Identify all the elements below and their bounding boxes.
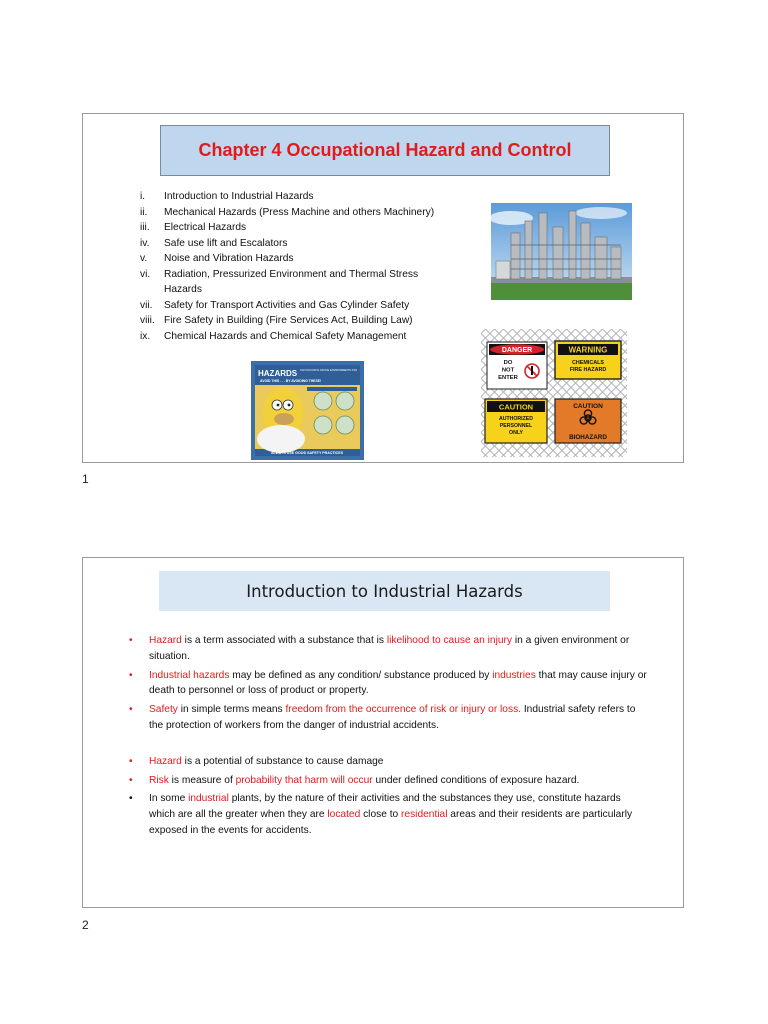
list-item: [127, 668, 647, 700]
hazard-definitions-list: [127, 633, 647, 842]
list-item: [127, 702, 647, 734]
list-item: viii. Fire Safety in Building (Fire Services Act, Building Law): [140, 315, 413, 326]
bullet-icon: •: [129, 774, 133, 786]
warning-sign-heading: WARNING: [568, 345, 608, 355]
bullet-icon: •: [129, 669, 133, 681]
bullet-text: Hazard is a term associated with a substance that is likelihood to cause an injury in a given environment or situation.: [149, 635, 630, 662]
slide-2-title: Introduction to Industrial Hazards: [159, 571, 610, 611]
page-number: 2: [82, 918, 89, 932]
poster-footer: ALWAYS USE GOOD SAFETY PRACTICES: [270, 451, 344, 456]
danger-sign-line: NOT: [501, 367, 515, 374]
hazards-poster-illustration: [251, 361, 364, 460]
list-item: ix. Chemical Hazards and Chemical Safety Management: [140, 330, 407, 342]
caution-sign-line: ONLY: [509, 430, 523, 436]
caution-sign-line: PERSONNEL: [499, 423, 533, 429]
poster-heading: HAZARDS: [258, 369, 298, 378]
list-item: [127, 754, 647, 770]
bullet-text: Safety in simple terms means freedom from the occurrence of risk or injury or loss. Industrial safety refers to the protection of workers from the danger of industrial accidents.: [149, 704, 636, 731]
poster-avoid-text: AVOID THIS . . . BY AVOIDING THESE!: [260, 379, 322, 383]
bullet-icon: •: [129, 793, 133, 805]
list-item: iii. Electrical Hazards: [140, 222, 247, 233]
bullet-text: Industrial hazards may be defined as any condition/ substance produced by industries that may cause injury or death to personnel or loss of product or property.: [149, 669, 647, 697]
list-item: [127, 791, 647, 838]
slide-1: [82, 113, 684, 463]
list-item: vii. Safety for Transport Activities and Gas Cylinder Safety: [140, 299, 410, 311]
warning-sign-line: FIRE HAZARD: [569, 367, 607, 373]
list-item: iv. Safe use lift and Escalators: [140, 237, 288, 249]
bullet-icon: •: [129, 755, 133, 767]
list-item: v. Noise and Vibration Hazards: [140, 253, 294, 264]
danger-sign-line: ENTER: [498, 375, 518, 381]
list-item: i. Introduction to Industrial Hazards: [140, 191, 314, 202]
bullet-text: In some industrial plants, by the nature of their activities and the substances they use, constitute hazards which are all the greater when they are located close to residential areas and their residents are particularly exposed in the events for accidents.: [149, 793, 633, 836]
list-item: ii. Mechanical Hazards (Press Machine and others Machinery): [140, 206, 435, 218]
industrial-plant-illustration: [491, 203, 632, 300]
list-item: [127, 633, 647, 665]
caution-sign-line: AUTHORIZED: [498, 416, 534, 422]
slide-2: [82, 557, 684, 908]
industrial-plant-photo: [491, 203, 632, 300]
poster-subheading: CAN OCCUR IN OFFICE ENVIRONMENTS TOO: [300, 369, 358, 372]
danger-sign-line: DO: [503, 360, 513, 366]
hazards-poster: [251, 361, 364, 460]
bullet-text: Hazard is a potential of substance to cause damage: [149, 755, 384, 767]
biohazard-sign-text: BIOHAZARD: [569, 434, 607, 441]
bullet-icon: •: [129, 704, 133, 716]
safety-signs-image: [481, 329, 627, 457]
warning-sign-line: CHEMICALS: [571, 360, 605, 366]
page-number: 1: [82, 472, 89, 486]
slide-1-title: Chapter 4 Occupational Hazard and Control: [160, 125, 610, 176]
list-item: [127, 773, 647, 789]
bullet-icon: •: [129, 635, 133, 646]
safety-signs-illustration: [481, 329, 627, 457]
chapter-contents-list: [140, 189, 450, 344]
caution-sign-heading: CAUTION: [498, 402, 534, 412]
danger-sign-heading: DANGER: [501, 347, 533, 355]
biohazard-sign-heading: CAUTION: [573, 403, 603, 410]
bullet-text: Risk is measure of probability that harm will occur under defined conditions of exposure hazard.: [149, 774, 580, 786]
list-item: vi. Radiation, Pressurized Environment and Thermal Stress Hazards: [140, 268, 419, 295]
